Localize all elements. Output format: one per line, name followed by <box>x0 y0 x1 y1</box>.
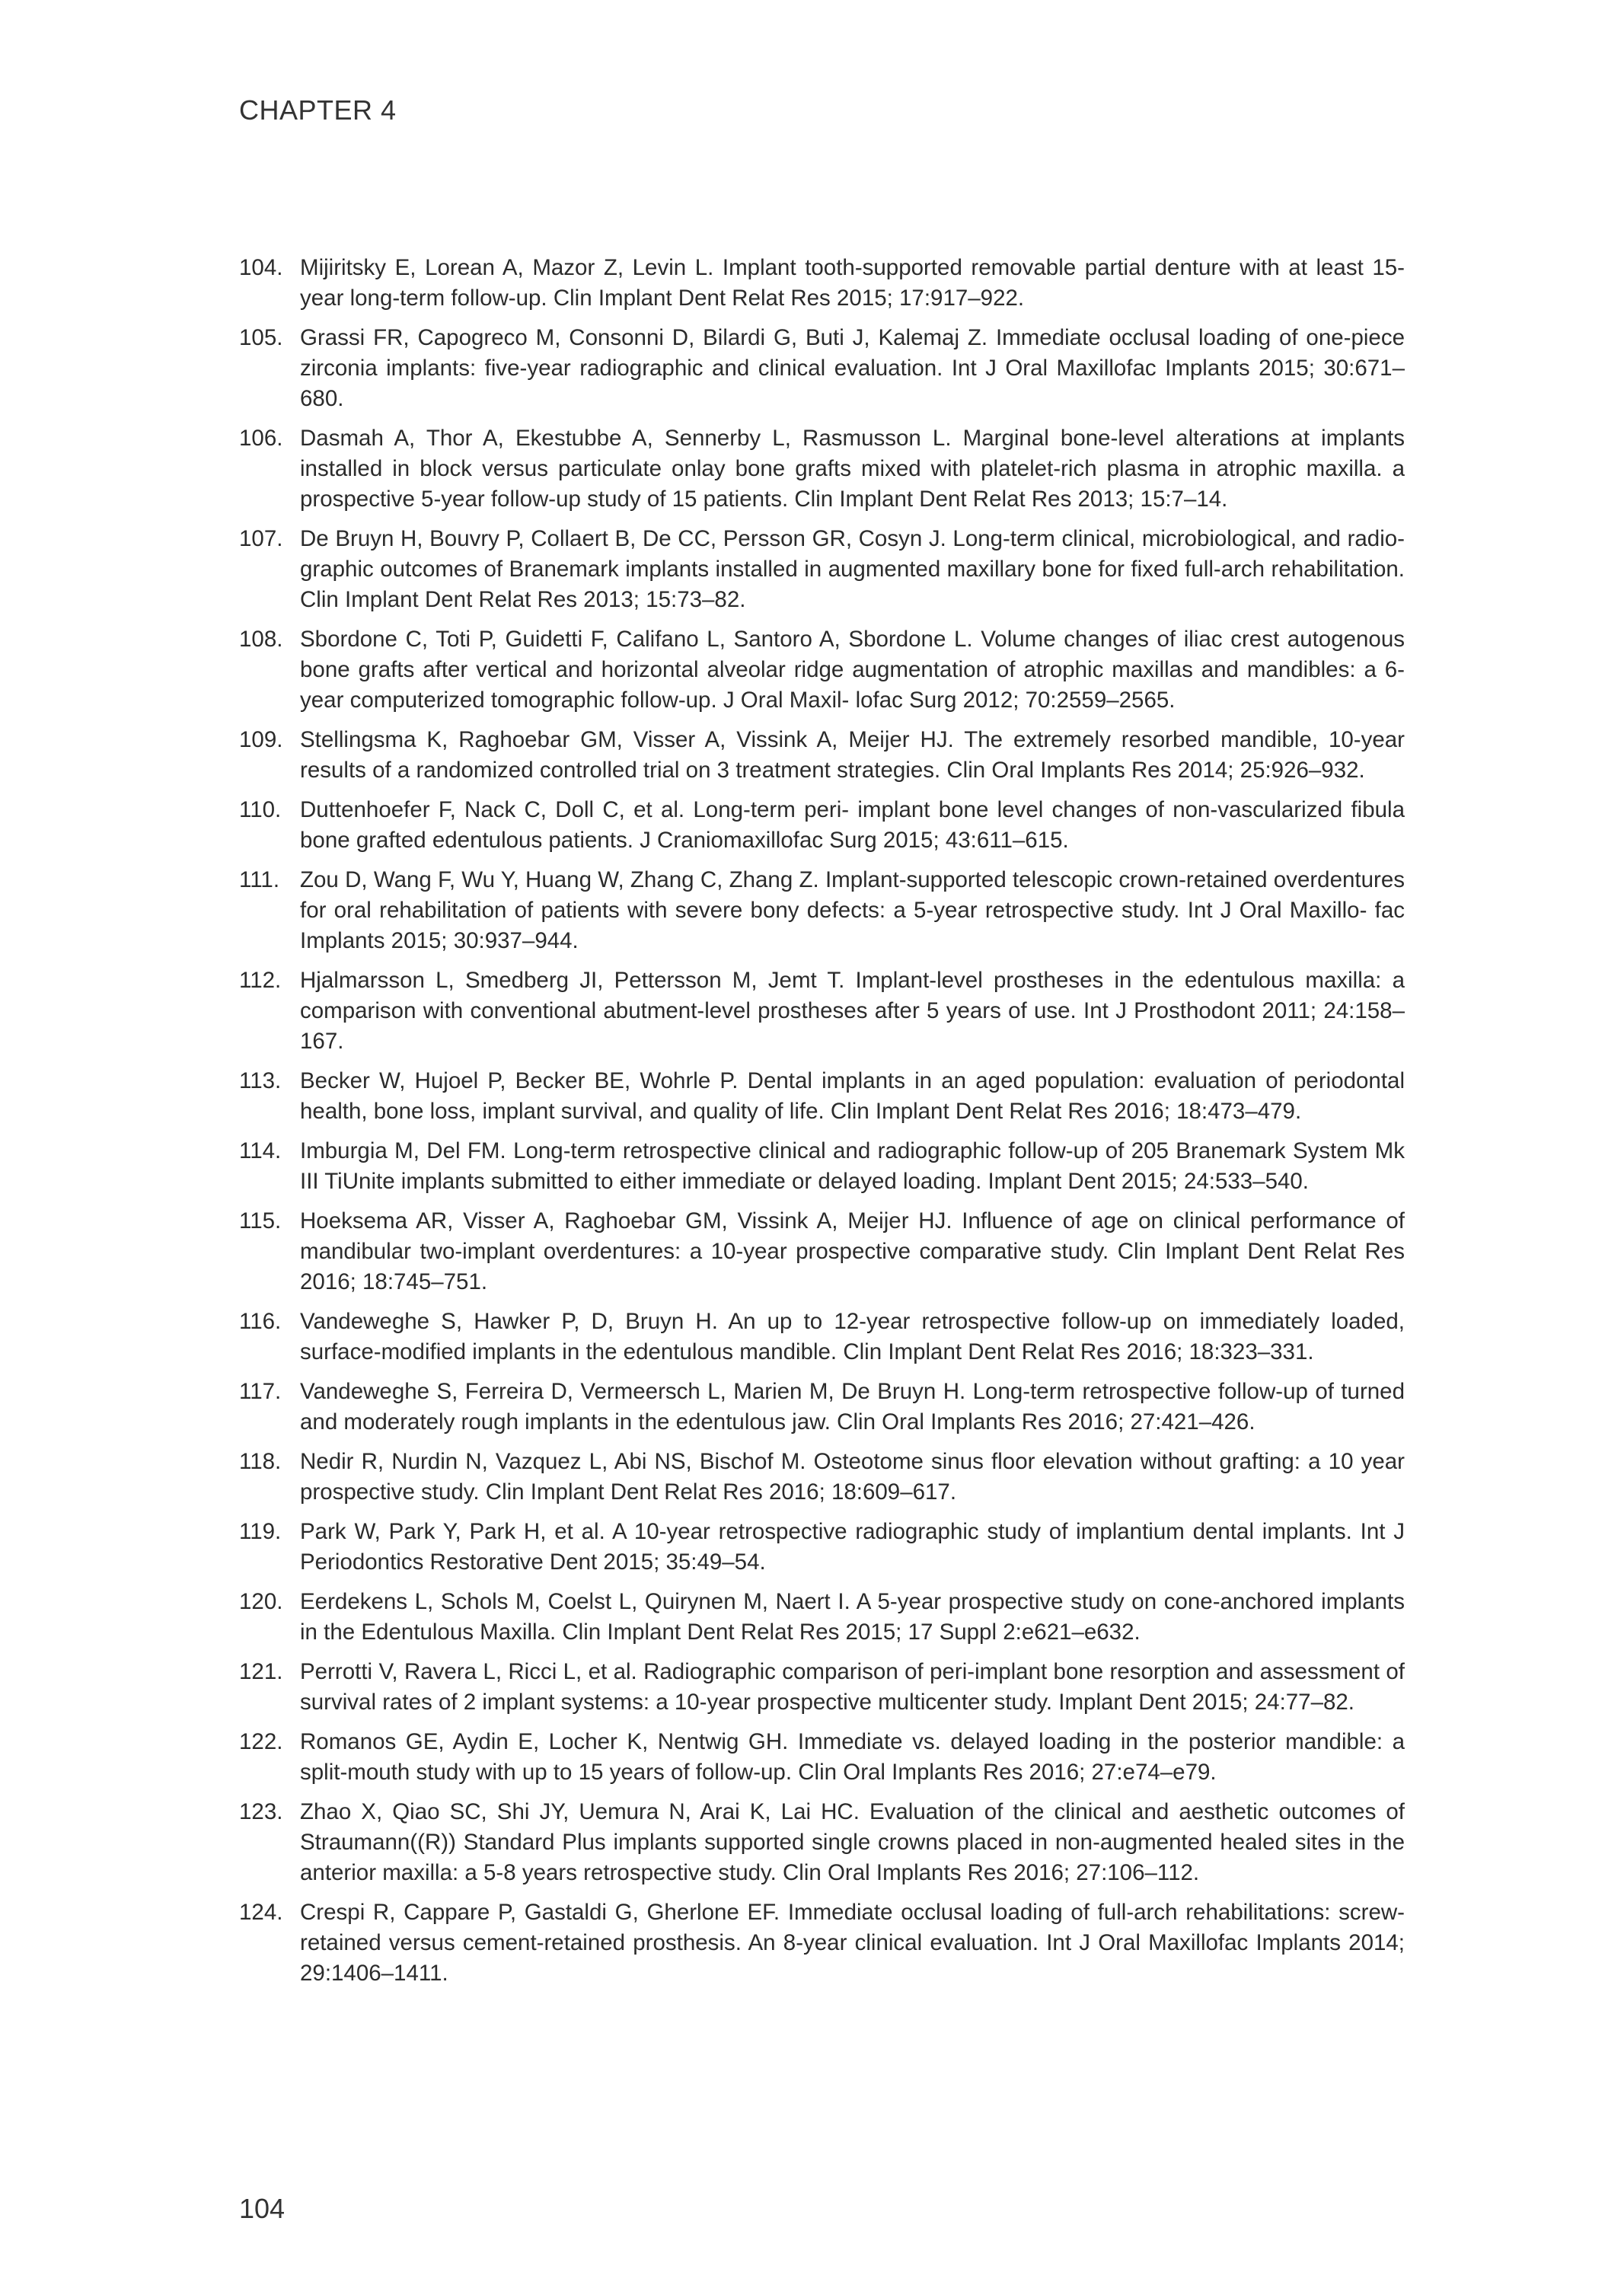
reference-item <box>239 795 1405 856</box>
reference-item <box>239 323 1405 414</box>
reference-number: 122. <box>239 1729 283 1754</box>
reference-item <box>239 1066 1405 1127</box>
reference-number: 115. <box>239 1208 282 1233</box>
reference-text: Becker W, Hujoel P, Becker BE, Wohrle P. Dental implants in an aged population: evaluation of periodontal health, bone loss, implant survival, and quality of life. Clin Implant Dent Relat Res 2016; 18:473–479. <box>300 1068 1405 1124</box>
reference-text: Eerdekens L, Schols M, Coelst L, Quirynen M, Naert I. A 5-year prospective study on cone-anchored implants in the Edentulous Maxilla. Clin Implant Dent Relat Res 2015; 17 Suppl 2:e621–e632. <box>300 1589 1405 1645</box>
reference-text: Vandeweghe S, Ferreira D, Vermeersch L, Marien M, De Bruyn H. Long-term retrospective follow-up of turned and moderately rough implants in the edentulous jaw. Clin Oral Implants Res 2016; 27:421–426. <box>300 1379 1405 1435</box>
reference-list <box>239 253 1405 1998</box>
reference-text: Vandeweghe S, Hawker P, D, Bruyn H. An up to 12-year retrospective follow-up on immediately loaded, surface-modified implants in the edentulous mandible. Clin Implant Dent Relat Res 2016; 18:323–331. <box>300 1309 1405 1364</box>
reference-text: Nedir R, Nurdin N, Vazquez L, Abi NS, Bischof M. Osteotome sinus floor elevation without grafting: a 10 year prospective study. Clin Implant Dent Relat Res 2016; 18:609–617. <box>300 1449 1405 1505</box>
reference-text: Imburgia M, Del FM. Long-term retrospective clinical and radiographic follow-up of 205 Branemark System Mk III TiUnite implants submitted to either immediate or delayed loading. Implant Dent 2015; 24:533–540. <box>300 1138 1405 1194</box>
reference-item <box>239 1307 1405 1367</box>
reference-number: 108. <box>239 627 283 652</box>
page-number: 104 <box>239 2193 286 2224</box>
reference-number: 114. <box>239 1138 282 1163</box>
reference-number: 113. <box>239 1068 282 1093</box>
reference-item <box>239 524 1405 615</box>
chapter-header: CHAPTER 4 <box>239 94 397 126</box>
reference-item <box>239 1797 1405 1888</box>
reference-text: Zou D, Wang F, Wu Y, Huang W, Zhang C, Zhang Z. Implant-supported telescopic crown-retained overdentures for oral rehabilitation of patients with severe bony defects: a 5-year retrospective study. Int J Oral Maxillo- fac Implants 2015; 30:937–944. <box>300 867 1405 953</box>
reference-item <box>239 253 1405 314</box>
reference-number: 106. <box>239 426 283 451</box>
reference-item <box>239 865 1405 956</box>
reference-text: Stellingsma K, Raghoebar GM, Visser A, Vissink A, Meijer HJ. The extremely resorbed mandible, 10-year results of a randomized controlled trial on 3 treatment strategies. Clin Oral Implants Res 2014; 25:926–932. <box>300 727 1405 783</box>
reference-number: 109. <box>239 727 283 752</box>
reference-text: Duttenhoefer F, Nack C, Doll C, et al. Long-term peri- implant bone level changes of non-vascularized fibula bone grafted edentulous patients. J Craniomaxillofac Surg 2015; 43:611–615. <box>300 797 1405 853</box>
reference-item <box>239 1136 1405 1197</box>
reference-item <box>239 725 1405 786</box>
reference-number: 105. <box>239 325 283 350</box>
reference-text: Grassi FR, Capogreco M, Consonni D, Bilardi G, Buti J, Kalemaj Z. Immediate occlusal loading of one-piece zirconia implants: five-year radiographic and clinical evaluation. Int J Oral Maxillofac Implants 2015; 30:671–680. <box>300 325 1405 411</box>
reference-item <box>239 1657 1405 1718</box>
reference-number: 119. <box>239 1519 282 1544</box>
reference-text: Sbordone C, Toti P, Guidetti F, Califano L, Santoro A, Sbordone L. Volume changes of iliac crest autogenous bone grafts after vertical and horizontal alveolar ridge augmentation of atrophic maxillas and mandibles: a 6- year computerized tomographic follow-up. J Oral Maxil- lofac Surg 2012; 70:2559–2565. <box>300 627 1405 713</box>
reference-number: 112. <box>239 968 282 993</box>
reference-text: Mijiritsky E, Lorean A, Mazor Z, Levin L. Implant tooth-supported removable partial denture with at least 15-year long-term follow-up. Clin Implant Dent Relat Res 2015; 17:917–922. <box>300 255 1405 311</box>
reference-number: 107. <box>239 526 283 551</box>
reference-text: Hoeksema AR, Visser A, Raghoebar GM, Vissink A, Meijer HJ. Influence of age on clinical performance of mandibular two-implant overdentures: a 10-year prospective comparative study. Clin Implant Dent Relat Res 2016; 18:745–751. <box>300 1208 1405 1294</box>
reference-text: Park W, Park Y, Park H, et al. A 10-year retrospective radiographic study of implantium dental implants. Int J Periodontics Restorative Dent 2015; 35:49–54. <box>300 1519 1405 1575</box>
reference-text: Zhao X, Qiao SC, Shi JY, Uemura N, Arai K, Lai HC. Evaluation of the clinical and aesthetic outcomes of Straumann((R)) Standard Plus implants supported single crowns placed in non-augmented healed sites in the anterior maxilla: a 5-8 years retrospective study. Clin Oral Implants Res 2016; 27:106–112. <box>300 1799 1405 1885</box>
reference-number: 124. <box>239 1900 283 1925</box>
reference-item <box>239 1206 1405 1297</box>
reference-number: 121. <box>239 1659 283 1684</box>
reference-text: De Bruyn H, Bouvry P, Collaert B, De CC, Persson GR, Cosyn J. Long-term clinical, microbiological, and radio- graphic outcomes of Branemark implants installed in augmented maxillary bone for fixed full-arch rehabilitation. Clin Implant Dent Relat Res 2013; 15:73–82. <box>300 526 1405 612</box>
reference-text: Perrotti V, Ravera L, Ricci L, et al. Radiographic comparison of peri-implant bone resorption and assessment of survival rates of 2 implant systems: a 10-year prospective multicenter study. Implant Dent 2015; 24:77–82. <box>300 1659 1405 1715</box>
reference-item <box>239 1517 1405 1578</box>
reference-number: 118. <box>239 1449 282 1474</box>
reference-item <box>239 1447 1405 1508</box>
reference-item <box>239 1727 1405 1788</box>
reference-text: Hjalmarsson L, Smedberg JI, Pettersson M, Jemt T. Implant-level prostheses in the edentulous maxilla: a comparison with conventional abutment-level prostheses after 5 years of use. Int J Prosthodont 2011; 24:158–167. <box>300 968 1405 1054</box>
reference-item <box>239 624 1405 716</box>
reference-item <box>239 423 1405 515</box>
reference-item <box>239 1377 1405 1438</box>
reference-number: 117. <box>239 1379 282 1404</box>
reference-item <box>239 1587 1405 1648</box>
reference-number: 123. <box>239 1799 283 1824</box>
reference-number: 104. <box>239 255 283 280</box>
reference-number: 116. <box>239 1309 282 1334</box>
reference-item <box>239 965 1405 1057</box>
reference-text: Crespi R, Cappare P, Gastaldi G, Gherlone EF. Immediate occlusal loading of full-arch rehabilitations: screw- retained versus cement-retained prosthesis. An 8-year clinical evaluation. Int J Oral Maxillofac Implants 2014; 29:1406–1411. <box>300 1900 1405 1986</box>
reference-number: 120. <box>239 1589 283 1614</box>
reference-number: 110. <box>239 797 282 822</box>
reference-text: Dasmah A, Thor A, Ekestubbe A, Sennerby L, Rasmusson L. Marginal bone-level alterations at implants installed in block versus particulate onlay bone grafts mixed with platelet-rich plasma in atrophic maxilla. a prospective 5-year follow-up study of 15 patients. Clin Implant Dent Relat Res 2013; 15:7–14. <box>300 426 1405 512</box>
reference-number: 111. <box>239 867 280 892</box>
reference-item <box>239 1897 1405 1989</box>
reference-text: Romanos GE, Aydin E, Locher K, Nentwig GH. Immediate vs. delayed loading in the posterior mandible: a split-mouth study with up to 15 years of follow-up. Clin Oral Implants Res 2016; 27:e74–e79. <box>300 1729 1405 1785</box>
